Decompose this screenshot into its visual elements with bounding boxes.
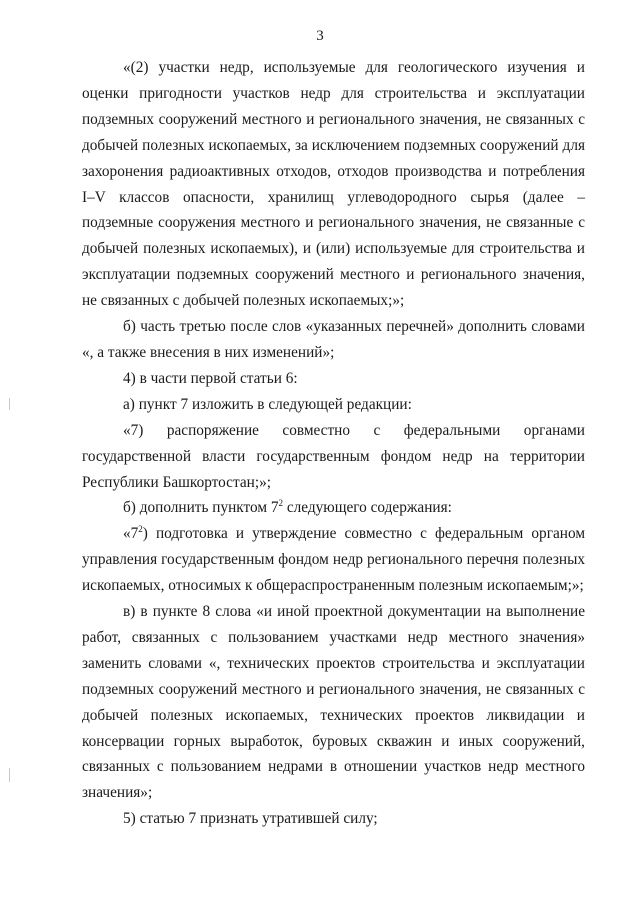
paragraph-add-item-7-2-after: следующего содержания:	[283, 499, 452, 517]
paragraph-item-8-amendment: в) в пункте 8 слова «и иной проектной документации на выполнение работ, связанных с пользованием участками недр местного значения» заменить словами «, технических проектов строительства и эксплуатации подземных сооружений местного и регионального значения, не связанных с добычей полезных ископаемых, технических проектов ликвидации и консервации горных выработок, буровых скважин и иных сооружений, связанных с пользованием недрами в отношении участков недр местного значения»;	[82, 603, 585, 802]
paragraph-item-7-2-text	[82, 521, 585, 599]
paragraph-article-6: 4) в части первой статьи 6:	[123, 369, 298, 387]
scan-margin-mark-top	[9, 398, 10, 410]
paragraph-item-7-text: «7) распоряжение совместно с федеральными органами государственной власти государственным фондом недр на территории Республики Башкортостан;»;	[82, 421, 585, 491]
paragraph-add-item-7-2	[82, 495, 585, 521]
paragraph-item-7-2-after: ) подготовка и утверждение совместно с федеральным органом управления государственным фондом недр регионального перечня полезных ископаемых, относимых к общераспространенным полезным ископаемым;»;	[82, 525, 585, 595]
paragraph-item-7-2-before: «7	[123, 525, 139, 543]
superscript-index: 2	[138, 524, 143, 535]
paragraph-add-item-7-2-before: б) дополнить пунктом 7	[123, 499, 279, 517]
superscript-index: 2	[278, 498, 284, 509]
paragraph-part-three-amendment: б) часть третью после слов «указанных перечней» дополнить словами «, а также внесения в них изменений»;	[82, 318, 585, 361]
page-number: 3	[316, 28, 324, 44]
paragraph-item-7-edit: а) пункт 7 изложить в следующей редакции:	[123, 395, 412, 413]
paragraph-article-7-repeal: 5) статью 7 признать утратившей силу;	[123, 810, 378, 828]
body-text	[82, 55, 585, 832]
paragraph-subsoil-plots: «(2) участки недр, используемые для геологического изучения и оценки пригодности участков недр для строительства и эксплуатации подземных сооружений местного и регионального значения, не связанных с добычей полезных ископаемых, за исключением подземных сооружений для захоронения радиоактивных отходов, отходов производства и потребления I–V классов опасности, хранилищ углеводородного сырья (далее – подземные сооружения местного и регионального значения, не связанные с добычей полезных ископаемых), и (или) используемые для строительства и эксплуатации подземных сооружений местного и регионального значения, не связанных с добычей полезных ископаемых;»;	[82, 59, 585, 310]
scan-margin-mark-bottom	[9, 768, 10, 782]
